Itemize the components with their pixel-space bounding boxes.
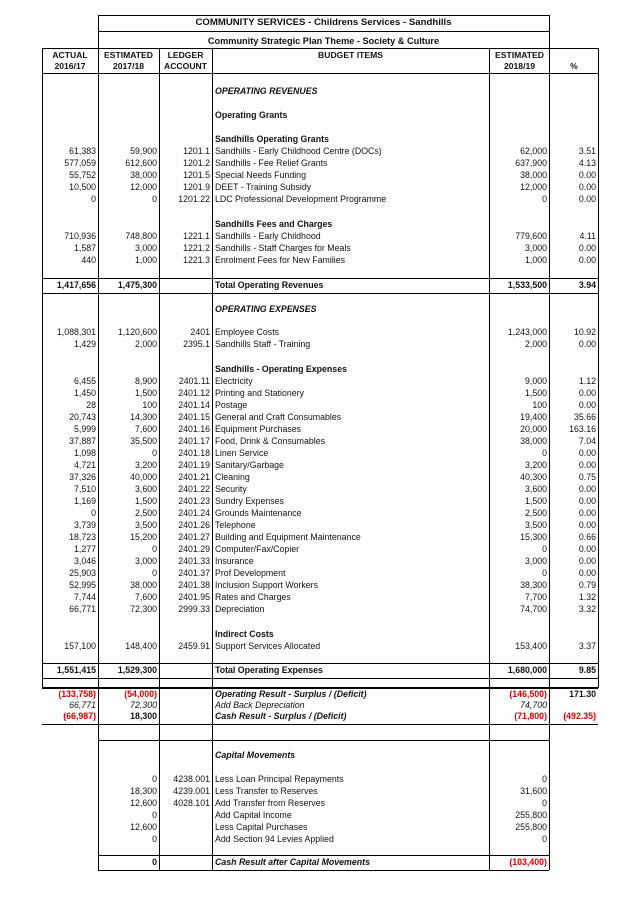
est1-value: 40,000 bbox=[130, 472, 157, 482]
est2-value: 0 bbox=[542, 544, 547, 554]
ledger-account: 2401.27 bbox=[178, 532, 210, 542]
est1-value: 1,475,300 bbox=[117, 280, 157, 290]
ledger-account: 2401.18 bbox=[178, 448, 210, 458]
actual-value: 5,999 bbox=[73, 424, 96, 434]
ledger-account: 1201.9 bbox=[183, 182, 210, 192]
actual-value: 157,100 bbox=[64, 641, 96, 651]
header-account: ACCOUNT bbox=[164, 61, 207, 71]
actual-value: 0 bbox=[91, 194, 96, 204]
est2-value: 7,700 bbox=[524, 592, 547, 602]
est2-value: 0 bbox=[542, 568, 547, 578]
title-border-top bbox=[98, 15, 549, 16]
ledger-account: 2401.14 bbox=[178, 400, 210, 410]
pct-value: 0.00 bbox=[578, 484, 596, 494]
ledger-account: 2459.91 bbox=[178, 641, 210, 651]
ledger-account: 4028.101 bbox=[173, 798, 210, 808]
actual-value: 37,887 bbox=[69, 436, 96, 446]
est1-value: 18,300 bbox=[130, 786, 157, 796]
budget-item-label: Electricity bbox=[215, 376, 253, 386]
est1-value: 3,000 bbox=[134, 243, 157, 253]
pct-value: 1.12 bbox=[578, 376, 596, 386]
ledger-account: 2395.1 bbox=[183, 339, 210, 349]
rule-line bbox=[98, 740, 549, 741]
title-divider bbox=[98, 31, 549, 32]
actual-value: 7,744 bbox=[73, 592, 96, 602]
actual-value: 6,455 bbox=[73, 376, 96, 386]
est2-value: 20,000 bbox=[520, 424, 547, 434]
est2-value: 38,000 bbox=[520, 170, 547, 180]
est2-value: (103,400) bbox=[509, 857, 547, 867]
ledger-account: 4238.001 bbox=[173, 774, 210, 784]
pct-value: 0.00 bbox=[578, 568, 596, 578]
est2-value: 2,500 bbox=[524, 508, 547, 518]
est1-value: 1,529,300 bbox=[117, 665, 157, 675]
pct-value: 4.11 bbox=[579, 231, 596, 241]
est2-value: 38,000 bbox=[520, 436, 547, 446]
actual-value: 3,739 bbox=[73, 520, 96, 530]
actual-value: 1,277 bbox=[73, 544, 96, 554]
est1-value: 18,300 bbox=[130, 711, 157, 721]
pct-value: 0.00 bbox=[578, 508, 596, 518]
est1-value: 0 bbox=[152, 834, 157, 844]
budget-item-label: Sandhills Staff - Training bbox=[215, 339, 311, 349]
pct-value: 0.00 bbox=[578, 448, 596, 458]
ledger-account: 2401.24 bbox=[178, 508, 210, 518]
ledger-account: 1201.2 bbox=[183, 158, 210, 168]
pct-value: 10.92 bbox=[573, 327, 596, 337]
actual-value: 28 bbox=[86, 400, 96, 410]
est2-value: 0 bbox=[542, 798, 547, 808]
ledger-account: 2401.26 bbox=[178, 520, 210, 530]
column-divider bbox=[42, 48, 43, 688]
rule-line bbox=[98, 870, 549, 871]
header-estimated-2017: ESTIMATED bbox=[103, 50, 153, 60]
est1-value: 59,900 bbox=[130, 146, 157, 156]
header-actual: ACTUAL bbox=[52, 50, 88, 60]
ledger-account: 1201.5 bbox=[183, 170, 210, 180]
column-divider bbox=[489, 48, 490, 870]
page-subtitle: Community Strategic Plan Theme - Society & Culture bbox=[207, 36, 440, 46]
section-heading: OPERATING EXPENSES bbox=[215, 304, 317, 314]
actual-value: 55,752 bbox=[69, 170, 96, 180]
budget-item-label: Add Back Depreciation bbox=[215, 700, 305, 710]
ledger-account: 1201.1 bbox=[183, 146, 210, 156]
est1-value: 14,300 bbox=[130, 412, 157, 422]
actual-value: 3,046 bbox=[73, 556, 96, 566]
est2-value: 0 bbox=[542, 194, 547, 204]
pct-value: 0.66 bbox=[578, 532, 596, 542]
actual-value: 440 bbox=[81, 255, 96, 265]
budget-item-label: Less Transfer to Reserves bbox=[215, 786, 318, 796]
pct-value: 0.00 bbox=[578, 339, 596, 349]
est1-value: 3,600 bbox=[134, 484, 157, 494]
est1-value: 0 bbox=[152, 568, 157, 578]
budget-item-label: Sundry Expenses bbox=[215, 496, 284, 506]
budget-item-label: General and Craft Consumables bbox=[215, 412, 342, 422]
budget-item-label: Inclusion Support Workers bbox=[215, 580, 319, 590]
section-heading: Indirect Costs bbox=[215, 629, 274, 639]
pct-value: 0.00 bbox=[578, 243, 596, 253]
header-estimated-2018: ESTIMATED bbox=[494, 50, 544, 60]
est2-value: 15,300 bbox=[520, 532, 547, 542]
pct-value: 0.00 bbox=[578, 170, 596, 180]
est1-value: 0 bbox=[152, 194, 157, 204]
pct-value: 3.32 bbox=[578, 604, 596, 614]
ledger-account: 2401.12 bbox=[178, 388, 210, 398]
est1-value: 0 bbox=[152, 544, 157, 554]
est1-value: 1,120,600 bbox=[117, 327, 157, 337]
est1-value: 612,600 bbox=[125, 158, 157, 168]
est2-value: 0 bbox=[542, 448, 547, 458]
pct-value: 163.16 bbox=[569, 424, 596, 434]
est2-value: (146,500) bbox=[509, 689, 547, 699]
est2-value: 1,533,500 bbox=[507, 280, 547, 290]
est2-value: 0 bbox=[542, 834, 547, 844]
ledger-account: 1221.3 bbox=[183, 255, 210, 265]
est1-value: 7,600 bbox=[134, 592, 157, 602]
pct-value: 35.66 bbox=[573, 412, 596, 422]
pct-value: 0.00 bbox=[578, 400, 596, 410]
actual-value: 66,771 bbox=[69, 604, 96, 614]
est2-value: 1,000 bbox=[524, 255, 547, 265]
est2-value: 0 bbox=[542, 774, 547, 784]
ledger-account: 1221.2 bbox=[183, 243, 210, 253]
est1-value: (54,000) bbox=[124, 689, 157, 699]
ledger-account: 2401.16 bbox=[178, 424, 210, 434]
budget-item-label: Less Capital Purchases bbox=[215, 822, 308, 832]
section-heading: Operating Grants bbox=[215, 110, 288, 120]
actual-value: 4,721 bbox=[73, 460, 96, 470]
column-divider bbox=[159, 48, 160, 870]
est1-value: 100 bbox=[142, 400, 157, 410]
actual-value: 18,723 bbox=[69, 532, 96, 542]
est1-value: 0 bbox=[152, 810, 157, 820]
est2-value: 153,400 bbox=[515, 641, 547, 651]
actual-value: 1,098 bbox=[73, 448, 96, 458]
section-heading: Sandhills Operating Grants bbox=[215, 134, 329, 144]
pct-value: 3.94 bbox=[578, 280, 596, 290]
est2-value: 779,600 bbox=[515, 231, 547, 241]
section-heading: Capital Movements bbox=[215, 750, 296, 760]
est1-value: 748,800 bbox=[125, 231, 157, 241]
est1-value: 38,000 bbox=[130, 170, 157, 180]
est1-value: 0 bbox=[152, 857, 157, 867]
pct-value: 0.00 bbox=[578, 460, 596, 470]
est1-value: 72,300 bbox=[130, 604, 157, 614]
ledger-account: 4239.001 bbox=[173, 786, 210, 796]
est1-value: 12,600 bbox=[130, 798, 157, 808]
est1-value: 1,500 bbox=[134, 496, 157, 506]
budget-item-label: Sandhills - Early Childhood bbox=[215, 231, 321, 241]
rule-line bbox=[42, 278, 598, 279]
est2-value: 74,700 bbox=[520, 604, 547, 614]
budget-item-label: Cash Result after Capital Movements bbox=[215, 857, 370, 867]
column-divider bbox=[549, 15, 550, 870]
est1-value: 7,600 bbox=[134, 424, 157, 434]
est2-value: 100 bbox=[532, 400, 547, 410]
header-border-bottom bbox=[42, 73, 598, 74]
header-percent: % bbox=[570, 61, 578, 71]
est2-value: (71,800) bbox=[514, 711, 547, 721]
actual-value: 1,450 bbox=[73, 388, 96, 398]
est2-value: 31,600 bbox=[520, 786, 547, 796]
actual-value: 1,429 bbox=[73, 339, 96, 349]
column-divider bbox=[598, 48, 599, 688]
ledger-account: 2401.22 bbox=[178, 484, 210, 494]
est2-value: 1,500 bbox=[524, 496, 547, 506]
est2-value: 1,500 bbox=[524, 388, 547, 398]
budget-item-label: Cash Result - Surplus / (Deficit) bbox=[215, 711, 347, 721]
pct-value: 171.30 bbox=[569, 689, 596, 699]
est1-value: 35,500 bbox=[130, 436, 157, 446]
actual-value: 25,903 bbox=[69, 568, 96, 578]
page-title: COMMUNITY SERVICES - Childrens Services - Sandhills bbox=[195, 17, 452, 28]
budget-item-label: Enrolment Fees for New Families bbox=[215, 255, 346, 265]
est2-value: 3,200 bbox=[524, 460, 547, 470]
budget-item-label: Sandhills - Staff Charges for Meals bbox=[215, 243, 351, 253]
pct-value: 0.00 bbox=[578, 556, 596, 566]
header-actual-year: 2016/17 bbox=[54, 61, 86, 71]
pct-value: 4.13 bbox=[578, 158, 596, 168]
actual-value: 1,088,301 bbox=[56, 327, 96, 337]
budget-item-label: Linen Service bbox=[215, 448, 269, 458]
rule-line bbox=[98, 855, 549, 856]
est2-value: 12,000 bbox=[520, 182, 547, 192]
est1-value: 38,000 bbox=[130, 580, 157, 590]
ledger-account: 2401.19 bbox=[178, 460, 210, 470]
section-heading: Sandhills Fees and Charges bbox=[215, 219, 333, 229]
actual-value: 710,936 bbox=[64, 231, 96, 241]
column-divider bbox=[98, 15, 99, 870]
actual-value: 577,059 bbox=[64, 158, 96, 168]
budget-item-label: Computer/Fax/Copier bbox=[215, 544, 300, 554]
budget-item-label: Rates and Charges bbox=[215, 592, 291, 602]
rule-line bbox=[42, 724, 598, 725]
budget-item-label: Add Transfer from Reserves bbox=[215, 798, 325, 808]
actual-value: 66,771 bbox=[69, 700, 96, 710]
section-heading: OPERATING REVENUES bbox=[215, 86, 318, 96]
pct-value: 3.37 bbox=[578, 641, 596, 651]
pct-value: 7.04 bbox=[578, 436, 596, 446]
pct-value: 9.85 bbox=[578, 665, 596, 675]
budget-item-label: Food, Drink & Consumables bbox=[215, 436, 326, 446]
est2-value: 40,300 bbox=[520, 472, 547, 482]
est2-value: 3,000 bbox=[524, 243, 547, 253]
actual-value: 1,169 bbox=[73, 496, 96, 506]
budget-item-label: Building and Equipment Maintenance bbox=[215, 532, 361, 542]
budget-item-label: Equipment Purchases bbox=[215, 424, 302, 434]
pct-value: (492.35) bbox=[563, 711, 596, 721]
est2-value: 255,800 bbox=[515, 810, 547, 820]
ledger-account: 2401.38 bbox=[178, 580, 210, 590]
budget-item-label: Sandhills - Fee Relief Grants bbox=[215, 158, 328, 168]
est2-value: 9,000 bbox=[524, 376, 547, 386]
est2-value: 2,000 bbox=[524, 339, 547, 349]
est1-value: 2,500 bbox=[134, 508, 157, 518]
est2-value: 74,700 bbox=[520, 700, 547, 710]
pct-value: 0.75 bbox=[578, 472, 596, 482]
header-border-top bbox=[42, 48, 598, 49]
actual-value: 0 bbox=[91, 508, 96, 518]
est2-value: 3,000 bbox=[524, 556, 547, 566]
budget-item-label: Special Needs Funding bbox=[215, 170, 306, 180]
budget-item-label: Add Section 94 Levies Applied bbox=[215, 834, 334, 844]
ledger-account: 1221.1 bbox=[183, 231, 210, 241]
budget-item-label: DEET - Training Subsidy bbox=[215, 182, 312, 192]
rule-line bbox=[42, 678, 598, 679]
budget-item-label: Less Loan Principal Repayments bbox=[215, 774, 344, 784]
section-heading: Sandhills - Operating Expenses bbox=[215, 364, 347, 374]
budget-item-label: LDC Professional Development Programme bbox=[215, 194, 387, 204]
pct-value: 0.00 bbox=[578, 496, 596, 506]
header-estimated-2018-year: 2018/19 bbox=[503, 61, 536, 71]
est1-value: 72,300 bbox=[130, 700, 157, 710]
actual-value: 7,510 bbox=[73, 484, 96, 494]
budget-item-label: Sanitary/Garbage bbox=[215, 460, 284, 470]
est2-value: 3,600 bbox=[524, 484, 547, 494]
ledger-account: 2401.29 bbox=[178, 544, 210, 554]
budget-item-label: Printing and Stationery bbox=[215, 388, 304, 398]
est1-value: 15,200 bbox=[130, 532, 157, 542]
budget-item-label: Support Services Allocated bbox=[215, 641, 321, 651]
pct-value: 0.00 bbox=[578, 544, 596, 554]
est1-value: 1,500 bbox=[134, 388, 157, 398]
pct-value: 0.00 bbox=[578, 388, 596, 398]
est2-value: 38,300 bbox=[520, 580, 547, 590]
actual-value: 1,551,415 bbox=[56, 665, 96, 675]
est1-value: 8,900 bbox=[134, 376, 157, 386]
header-budget-items: BUDGET ITEMS bbox=[318, 50, 383, 60]
ledger-account: 2401.37 bbox=[178, 568, 210, 578]
rule-line bbox=[42, 663, 598, 664]
pct-value: 0.00 bbox=[578, 520, 596, 530]
budget-item-label: Depreciation bbox=[215, 604, 265, 614]
budget-item-label: Employee Costs bbox=[215, 327, 280, 337]
ledger-account: 2401.95 bbox=[178, 592, 210, 602]
ledger-account: 2401.33 bbox=[178, 556, 210, 566]
est2-value: 1,680,000 bbox=[507, 665, 547, 675]
ledger-account: 2401.15 bbox=[178, 412, 210, 422]
actual-value: 1,587 bbox=[73, 243, 96, 253]
ledger-account: 2401 bbox=[190, 327, 210, 337]
pct-value: 1.32 bbox=[578, 592, 596, 602]
est1-value: 0 bbox=[152, 448, 157, 458]
est2-value: 1,243,000 bbox=[507, 327, 547, 337]
budget-item-label: Operating Result - Surplus / (Deficit) bbox=[215, 689, 367, 699]
actual-value: (133,758) bbox=[58, 689, 96, 699]
actual-value: 61,383 bbox=[69, 146, 96, 156]
actual-value: 20,743 bbox=[69, 412, 96, 422]
ledger-account: 2999.33 bbox=[178, 604, 210, 614]
est1-value: 3,000 bbox=[134, 556, 157, 566]
budget-item-label: Cleaning bbox=[215, 472, 250, 482]
budget-item-label: Prof Development bbox=[215, 568, 286, 578]
est1-value: 12,000 bbox=[130, 182, 157, 192]
pct-value: 0.00 bbox=[578, 255, 596, 265]
actual-value: (66,987) bbox=[63, 711, 96, 721]
budget-item-label: Insurance bbox=[215, 556, 254, 566]
actual-value: 52,995 bbox=[69, 580, 96, 590]
est2-value: 637,900 bbox=[515, 158, 547, 168]
ledger-account: 1201.22 bbox=[178, 194, 210, 204]
est1-value: 0 bbox=[152, 774, 157, 784]
budget-item-label: Sandhills - Early Childhood Centre (DOCs) bbox=[215, 146, 382, 156]
actual-value: 37,326 bbox=[69, 472, 96, 482]
budget-item-label: Telephone bbox=[215, 520, 256, 530]
ledger-account: 2401.11 bbox=[178, 376, 210, 386]
budget-item-label: Total Operating Revenues bbox=[215, 280, 324, 290]
actual-value: 1,417,656 bbox=[56, 280, 96, 290]
est2-value: 19,400 bbox=[520, 412, 547, 422]
ledger-account: 2401.23 bbox=[178, 496, 210, 506]
actual-value: 10,500 bbox=[69, 182, 96, 192]
budget-item-label: Grounds Maintenance bbox=[215, 508, 302, 518]
est1-value: 12,600 bbox=[130, 822, 157, 832]
budget-item-label: Add Capital Income bbox=[215, 810, 292, 820]
header-ledger: LEDGER bbox=[167, 50, 204, 60]
est1-value: 3,500 bbox=[134, 520, 157, 530]
header-estimated-2017-year: 2017/18 bbox=[112, 61, 145, 71]
est1-value: 2,000 bbox=[134, 339, 157, 349]
pct-value: 3.51 bbox=[578, 146, 596, 156]
column-divider bbox=[212, 48, 213, 870]
budget-item-label: Postage bbox=[215, 400, 248, 410]
est2-value: 3,500 bbox=[524, 520, 547, 530]
budget-item-label: Security bbox=[215, 484, 247, 494]
rule-line bbox=[42, 293, 598, 294]
est1-value: 1,000 bbox=[134, 255, 157, 265]
est1-value: 148,400 bbox=[125, 641, 157, 651]
rule-line bbox=[42, 688, 598, 689]
est1-value: 3,200 bbox=[134, 460, 157, 470]
est2-value: 62,000 bbox=[520, 146, 547, 156]
budget-item-label: Total Operating Expenses bbox=[215, 665, 323, 675]
ledger-account: 2401.17 bbox=[178, 436, 210, 446]
est2-value: 255,800 bbox=[515, 822, 547, 832]
pct-value: 0.00 bbox=[578, 182, 596, 192]
pct-value: 0.79 bbox=[578, 580, 596, 590]
pct-value: 0.00 bbox=[578, 194, 596, 204]
ledger-account: 2401.21 bbox=[178, 472, 210, 482]
